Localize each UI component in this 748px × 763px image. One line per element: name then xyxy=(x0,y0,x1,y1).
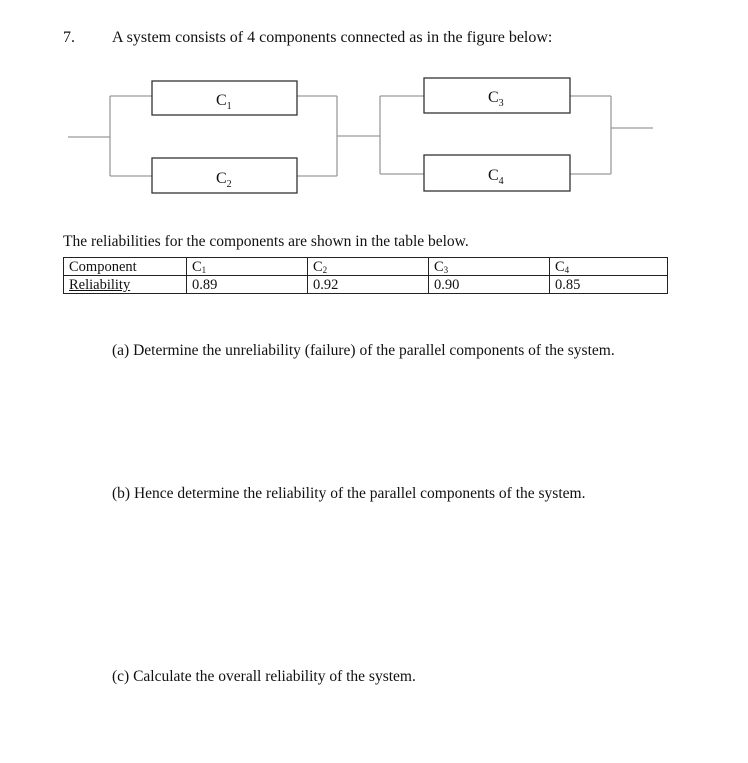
table-intro-text: The reliabilities for the components are shown in the table below. xyxy=(63,233,469,250)
cell-component-c2: $C_2$ xyxy=(308,258,429,276)
question-text: A system consists of 4 components connected as in the figure below: xyxy=(112,29,553,46)
part-c-question: (c) Calculate the overall reliability of the system. xyxy=(112,668,416,685)
component-c4-label: $C_4$ xyxy=(488,167,504,187)
cell-component-c4: $C_4$ xyxy=(550,258,668,276)
cell-component-c3: $C_3$ xyxy=(429,258,550,276)
cell-reliability-c3: 0.90 xyxy=(429,276,550,294)
component-c2-label: $C_2$ xyxy=(216,170,232,190)
cell-reliability-c4: 0.85 xyxy=(550,276,668,294)
row-header-component: Component xyxy=(64,258,187,276)
reliability-table xyxy=(63,257,668,294)
question-number: 7. xyxy=(63,29,75,46)
part-a-question: (a) Determine the unreliability (failure) of the parallel components of the system. xyxy=(112,342,615,359)
row-header-reliability: Reliability xyxy=(64,276,187,294)
component-c1-label: $C_1$ xyxy=(216,92,232,112)
cell-reliability-c2: 0.92 xyxy=(308,276,429,294)
table-row-component xyxy=(64,258,668,276)
cell-reliability-c1: 0.89 xyxy=(187,276,308,294)
reliability-block-diagram xyxy=(0,0,748,230)
component-c3-label: $C_3$ xyxy=(488,89,504,109)
table-row-reliability xyxy=(64,276,668,294)
cell-component-c1: $C_1$ xyxy=(187,258,308,276)
part-b-question: (b) Hence determine the reliability of the parallel components of the system. xyxy=(112,485,586,502)
